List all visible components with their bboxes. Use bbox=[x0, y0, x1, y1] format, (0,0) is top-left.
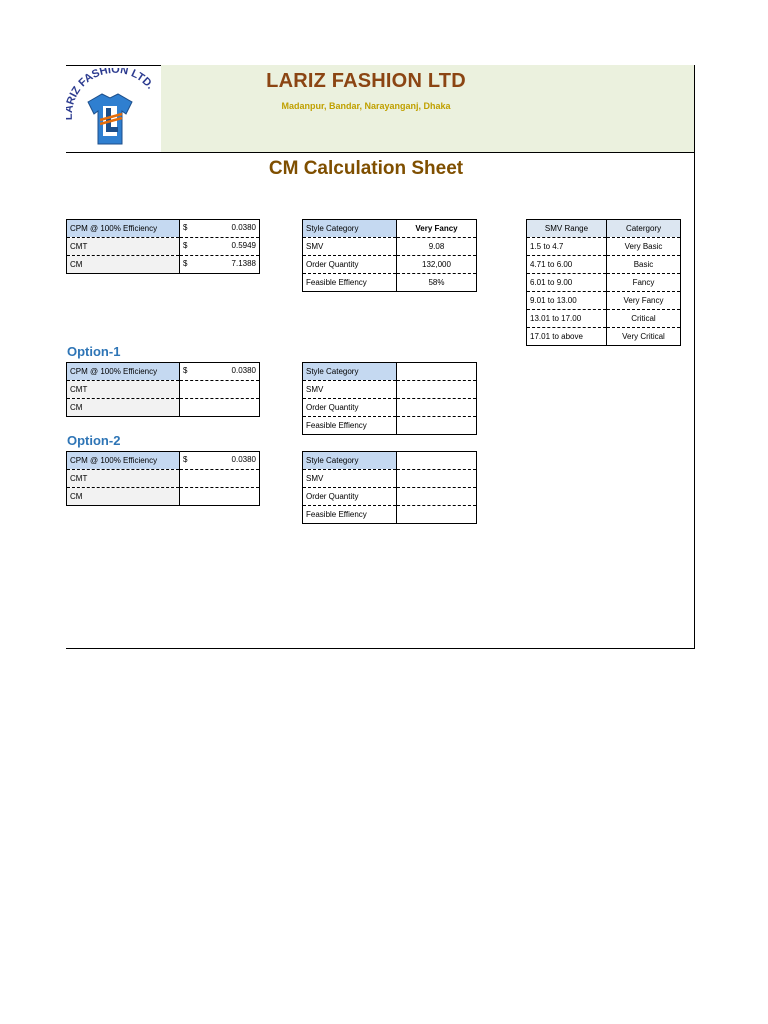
row-label: CM bbox=[67, 488, 180, 506]
smv-range: 4.71 to 6.00 bbox=[527, 256, 607, 274]
row-label: CMT bbox=[67, 238, 180, 256]
option-1-title: Option-1 bbox=[67, 344, 121, 359]
value-cell[interactable] bbox=[180, 363, 260, 381]
smv-range: 1.5 to 4.7 bbox=[527, 238, 607, 256]
value: 0.0380 bbox=[231, 223, 256, 232]
header-divider bbox=[66, 152, 694, 153]
value: 0.5949 bbox=[231, 241, 256, 250]
currency-symbol: $ bbox=[183, 366, 188, 375]
option-2-title: Option-2 bbox=[67, 433, 121, 448]
table-row bbox=[303, 256, 477, 274]
smv-value[interactable] bbox=[397, 381, 477, 399]
value-cell[interactable] bbox=[180, 220, 260, 238]
row-label: Feasible Effiency bbox=[303, 417, 397, 435]
logo-arc-text: IZ FASHION LTD. bbox=[67, 68, 157, 100]
table-row bbox=[303, 274, 477, 292]
row-label: Style Category bbox=[303, 452, 397, 470]
style-info-table bbox=[302, 219, 477, 292]
row-label: Feasible Effiency bbox=[303, 274, 397, 292]
table-row bbox=[67, 381, 260, 399]
value-cell[interactable] bbox=[180, 470, 260, 488]
order-quantity-value[interactable] bbox=[397, 488, 477, 506]
currency-symbol: $ bbox=[183, 259, 188, 268]
table-row bbox=[303, 220, 477, 238]
row-label: CM bbox=[67, 256, 180, 274]
table-row bbox=[527, 274, 681, 292]
table-row bbox=[303, 417, 477, 435]
value-cell[interactable] bbox=[180, 452, 260, 470]
company-address: Madanpur, Bandar, Narayanganj, Dhaka bbox=[281, 101, 451, 111]
row-label: CPM @ 100% Efficiency bbox=[67, 452, 180, 470]
option-2-calc-table bbox=[66, 451, 260, 506]
table-row bbox=[67, 256, 260, 274]
smv-range-table bbox=[526, 219, 681, 346]
smv-category: Very Fancy bbox=[607, 292, 681, 310]
value-cell[interactable] bbox=[180, 381, 260, 399]
row-label: Order Quantity bbox=[303, 256, 397, 274]
company-name: LARIZ FASHION LTD bbox=[266, 70, 466, 92]
currency-symbol: $ bbox=[183, 241, 188, 250]
cm-calculation-table bbox=[66, 219, 260, 274]
value: 0.0380 bbox=[231, 366, 256, 375]
style-category-value[interactable]: Very Fancy bbox=[397, 220, 477, 238]
table-row bbox=[67, 488, 260, 506]
table-header-row bbox=[527, 220, 681, 238]
sheet-title: CM Calculation Sheet bbox=[268, 158, 464, 179]
table-row bbox=[67, 238, 260, 256]
table-row bbox=[303, 452, 477, 470]
row-label: CMT bbox=[67, 470, 180, 488]
smv-category: Very Critical bbox=[607, 328, 681, 346]
row-label: Style Category bbox=[303, 220, 397, 238]
table-row bbox=[303, 470, 477, 488]
column-header: Catergory bbox=[607, 220, 681, 238]
table-row bbox=[303, 381, 477, 399]
smv-range: 6.01 to 9.00 bbox=[527, 274, 607, 292]
table-row bbox=[527, 238, 681, 256]
row-label: CMT bbox=[67, 381, 180, 399]
row-label: Order Quantity bbox=[303, 399, 397, 417]
table-row bbox=[67, 220, 260, 238]
table-row bbox=[303, 506, 477, 524]
value-cell[interactable] bbox=[180, 488, 260, 506]
smv-value[interactable] bbox=[397, 470, 477, 488]
smv-range: 17.01 to above bbox=[527, 328, 607, 346]
table-row bbox=[303, 238, 477, 256]
value: 0.0380 bbox=[231, 455, 256, 464]
smv-category: Basic bbox=[607, 256, 681, 274]
order-quantity-value[interactable] bbox=[397, 399, 477, 417]
table-row bbox=[67, 470, 260, 488]
table-row bbox=[303, 363, 477, 381]
row-label: SMV bbox=[303, 238, 397, 256]
value: 7.1388 bbox=[231, 259, 256, 268]
company-logo bbox=[66, 68, 162, 152]
value-cell[interactable] bbox=[180, 256, 260, 274]
option-1-calc-table bbox=[66, 362, 260, 417]
style-category-value[interactable] bbox=[397, 452, 477, 470]
smv-category: Critical bbox=[607, 310, 681, 328]
table-row bbox=[303, 399, 477, 417]
smv-category: Fancy bbox=[607, 274, 681, 292]
row-label: Feasible Effiency bbox=[303, 506, 397, 524]
row-label: Order Quantity bbox=[303, 488, 397, 506]
row-label: SMV bbox=[303, 381, 397, 399]
option-1-style-table bbox=[302, 362, 477, 435]
smv-category: Very Basic bbox=[607, 238, 681, 256]
smv-range: 9.01 to 13.00 bbox=[527, 292, 607, 310]
table-row bbox=[67, 452, 260, 470]
table-row bbox=[67, 399, 260, 417]
row-label: Style Category bbox=[303, 363, 397, 381]
row-label: CM bbox=[67, 399, 180, 417]
smv-range: 13.01 to 17.00 bbox=[527, 310, 607, 328]
row-label: CPM @ 100% Efficiency bbox=[67, 220, 180, 238]
currency-symbol: $ bbox=[183, 455, 188, 464]
style-category-value[interactable] bbox=[397, 363, 477, 381]
row-label: SMV bbox=[303, 470, 397, 488]
table-row bbox=[67, 363, 260, 381]
row-label: CPM @ 100% Efficiency bbox=[67, 363, 180, 381]
table-row bbox=[527, 292, 681, 310]
option-2-style-table bbox=[302, 451, 477, 524]
table-row bbox=[527, 310, 681, 328]
currency-symbol: $ bbox=[183, 223, 188, 232]
table-row bbox=[527, 256, 681, 274]
value-cell[interactable] bbox=[180, 238, 260, 256]
column-header: SMV Range bbox=[527, 220, 607, 238]
value-cell[interactable] bbox=[180, 399, 260, 417]
feasible-efficiency-value[interactable]: 58% bbox=[397, 274, 477, 292]
table-row bbox=[303, 488, 477, 506]
feasible-efficiency-value[interactable] bbox=[397, 506, 477, 524]
table-row bbox=[527, 328, 681, 346]
order-quantity-value[interactable]: 132,000 bbox=[397, 256, 477, 274]
smv-value[interactable]: 9.08 bbox=[397, 238, 477, 256]
feasible-efficiency-value[interactable] bbox=[397, 417, 477, 435]
